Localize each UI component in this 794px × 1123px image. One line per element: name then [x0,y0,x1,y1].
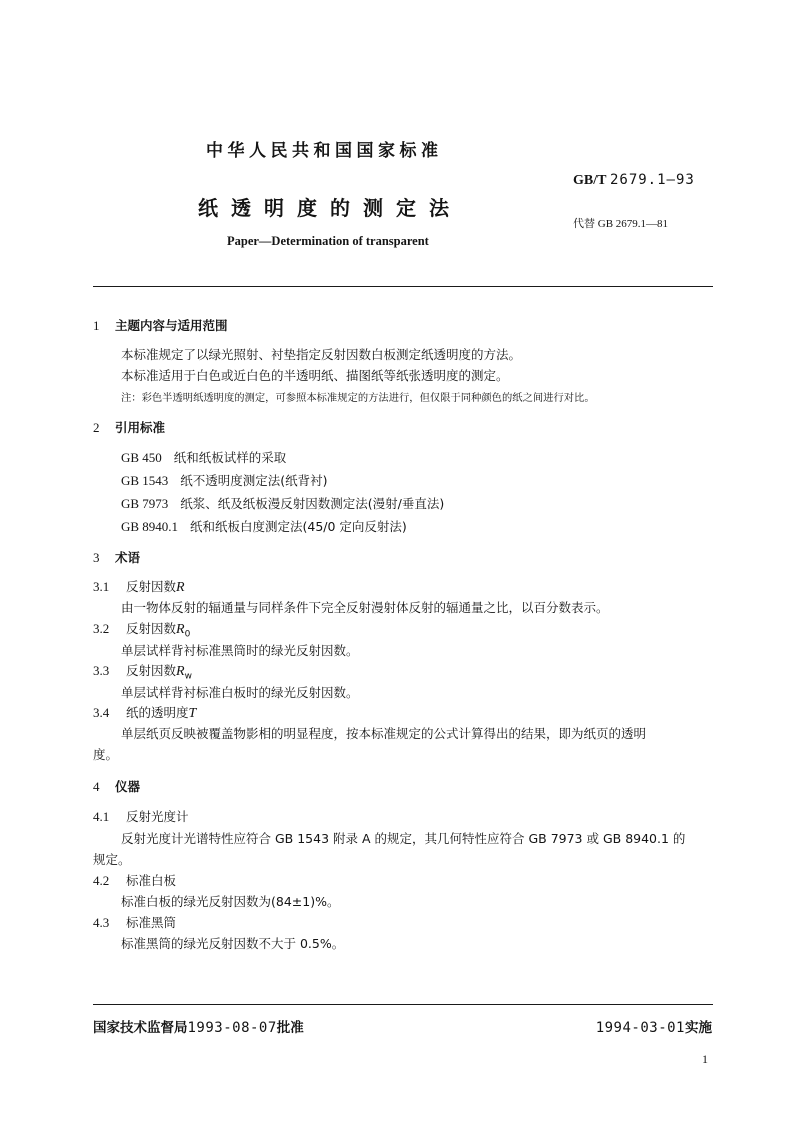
section-number: 3 [93,550,100,565]
reference-item [121,448,286,466]
term-subscript: w [184,671,192,682]
document-title: 纸透明度的测定法 [198,196,462,220]
clause-number: 3.1 [93,579,110,594]
paragraph: 本标准适用于白色或近白色的半透明纸、描图纸等纸张透明度的测定。 [121,368,509,383]
approval-date: 1993-08-07 [187,1020,277,1036]
clause-text: 标准白板的绿光反射因数为(84±1)%。 [121,894,340,909]
term-label: 纸的透明度 [126,705,189,720]
section-title: 仪器 [115,779,141,794]
term-3-2 [93,619,190,640]
page-number: 1 [702,1052,708,1066]
section-number: 2 [93,420,100,435]
term-3-1 [93,577,185,596]
clause-number: 4.1 [93,809,110,824]
reference-code: GB 7973 [121,496,169,511]
clause-number: 4.3 [93,915,110,930]
section-1-heading [93,316,228,334]
term-definition: 由一物体反射的辐通量与同样条件下完全反射漫射体反射的辐通量之比，以百分数表示。 [121,600,609,615]
section-number: 1 [93,318,100,333]
reference-item [121,517,407,535]
clause-number: 4.2 [93,873,110,888]
term-label: 反射因数 [126,621,177,636]
reference-code: GB 8940.1 [121,519,179,534]
section-number: 4 [93,779,100,794]
section-title: 术语 [115,550,141,565]
implementation-line [596,1016,712,1036]
clause-4-2 [93,871,176,889]
clause-number: 3.4 [93,705,110,720]
reference-name: 纸不透明度测定法(纸背衬) [180,473,328,488]
approval-suffix: 批准 [276,1020,304,1036]
term-label: 反射因数 [126,579,177,594]
standard-code: 2679.1—93 [609,172,695,188]
section-3-heading [93,548,140,566]
clause-4-3 [93,913,176,931]
clause-text: 反射光度计光谱特性应符合 GB 1543 附录 A 的规定，其几何特性应符合 GB 7973 或 GB 8940.1 的 [121,831,686,846]
national-standard-heading: 中华人民共和国国家标准 [206,141,443,161]
standard-number [573,172,695,189]
term-symbol: R [176,622,185,637]
term-label: 反射因数 [126,663,177,678]
reference-name: 纸和纸板白度测定法(45/0 定向反射法) [189,519,407,534]
standard-prefix: GB/T [573,173,607,188]
reference-name: 纸和纸板试样的采取 [173,450,287,465]
term-symbol: R [176,664,185,679]
term-symbol: R [176,580,185,595]
implementation-date: 1994-03-01 [595,1020,685,1036]
section-2-heading [93,418,165,436]
implementation-suffix: 实施 [685,1020,712,1036]
clause-label: 标准白板 [126,873,177,888]
clause-label: 标准黑筒 [126,915,177,930]
reference-code: GB 450 [121,450,162,465]
document-title-english: Paper—Determination of transparent [227,234,429,248]
section-4-heading [93,777,140,795]
term-3-4 [93,703,196,722]
clause-number: 3.3 [93,663,110,678]
clause-text-continued: 规定。 [93,852,131,867]
clause-label: 反射光度计 [126,809,189,824]
paragraph: 本标准规定了以绿光照射、衬垫指定反射因数白板测定纸透明度的方法。 [121,347,522,362]
approver: 国家技术监督局 [93,1020,188,1036]
header-divider [93,286,713,287]
clause-number: 3.2 [93,621,110,636]
footer-divider [93,1004,713,1005]
reference-code: GB 1543 [121,473,169,488]
clause-4-1 [93,807,189,825]
section-title: 引用标准 [115,420,166,435]
reference-item [121,494,444,512]
term-subscript: 0 [184,629,191,640]
note: 注：彩色半透明纸透明度的测定，可参照本标准规定的方法进行，但仅限于同种颜色的纸之间进行对比。 [121,392,595,404]
replaces-standard: 代替 GB 2679.1—81 [573,218,669,230]
term-symbol: T [188,706,197,721]
term-definition: 单层试样背衬标准黑筒时的绿光反射因数。 [121,643,359,658]
section-title: 主题内容与适用范围 [115,318,228,333]
reference-name: 纸浆、纸及纸板漫反射因数测定法(漫射/垂直法) [180,496,445,511]
term-definition: 单层纸页反映被覆盖物影相的明显程度，按本标准规定的公式计算得出的结果，即为纸页的透明 [121,726,647,741]
term-definition-continued: 度。 [93,747,119,762]
term-definition: 单层试样背衬标准白板时的绿光反射因数。 [121,685,359,700]
reference-item [121,471,328,489]
term-3-3 [93,661,192,682]
approval-line [93,1016,304,1036]
clause-text: 标准黑筒的绿光反射因数不大于 0.5%。 [121,936,345,951]
